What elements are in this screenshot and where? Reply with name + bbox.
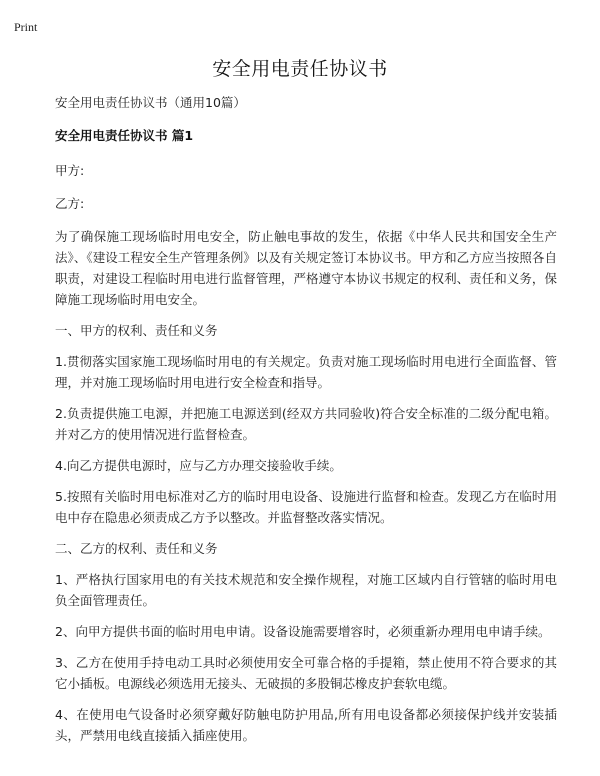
document-body (55, 92, 557, 756)
print-link[interactable]: Print (14, 20, 38, 34)
page-title: 安全用电责任协议书 (212, 58, 388, 80)
clause-a-2: 2.负责提供施工电源，并把施工电源送到(经双方共同验收)符合安全标准的二级分配电箱。并对乙方的使用情况进行监督检查。 (55, 406, 557, 442)
clause-b-3: 3、乙方在使用手持电动工具时必须使用安全可靠合格的手提箱，禁止使用不符合要求的其它小插板。电源线必须选用无接头、无破损的多股铜芯橡皮护套软电缆。 (55, 655, 557, 691)
intro-paragraph: 为了确保施工现场临时用电安全，防止触电事故的发生，依据《中华人民共和国安全生产法》、《建设工程安全生产管理条例》以及有关规定签订本协议书。甲方和乙方应当按照各自职责，对建设工程临时用电进行监督管理，严格遵守本协议书规定的权利、责任和义务，保障施工现场临时用电安全。 (55, 229, 557, 307)
party-b-label: 乙方: (55, 196, 85, 211)
party-a-label: 甲方: (55, 163, 85, 178)
clause-a-4: 4.向乙方提供电源时，应与乙方办理交接验收手续。 (55, 458, 342, 473)
section-heading-party-b: 二、乙方的权利、责任和义务 (55, 541, 218, 556)
section-title: 安全用电责任协议书 篇1 (55, 128, 194, 143)
section-heading-party-a: 一、甲方的权利、责任和义务 (55, 323, 218, 338)
clause-a-1: 1.贯彻落实国家施工现场临时用电的有关规定。负责对施工现场临时用电进行全面监督、管理，并对施工现场临时用电进行安全检查和指导。 (55, 354, 557, 390)
clause-b-2: 2、向甲方提供书面的临时用电申请。设备设施需要增容时，必须重新办理用电申请手续。 (55, 624, 551, 639)
clause-a-5: 5.按照有关临时用电标准对乙方的临时用电设备、设施进行监督和检查。发现乙方在临时用电中存在隐患必须责成乙方予以整改。并监督整改落实情况。 (55, 489, 557, 525)
document-subtitle: 安全用电责任协议书（通用10篇） (55, 95, 246, 110)
clause-b-4: 4、在使用电气设备时必须穿戴好防触电防护用品,所有用电设备都必须接保护线并安装插头，严禁用电线直接插入插座使用。 (55, 707, 557, 743)
clause-b-1: 1、严格执行国家用电的有关技术规范和安全操作规程，对施工区域内自行管辖的临时用电负全面管理责任。 (55, 572, 557, 608)
